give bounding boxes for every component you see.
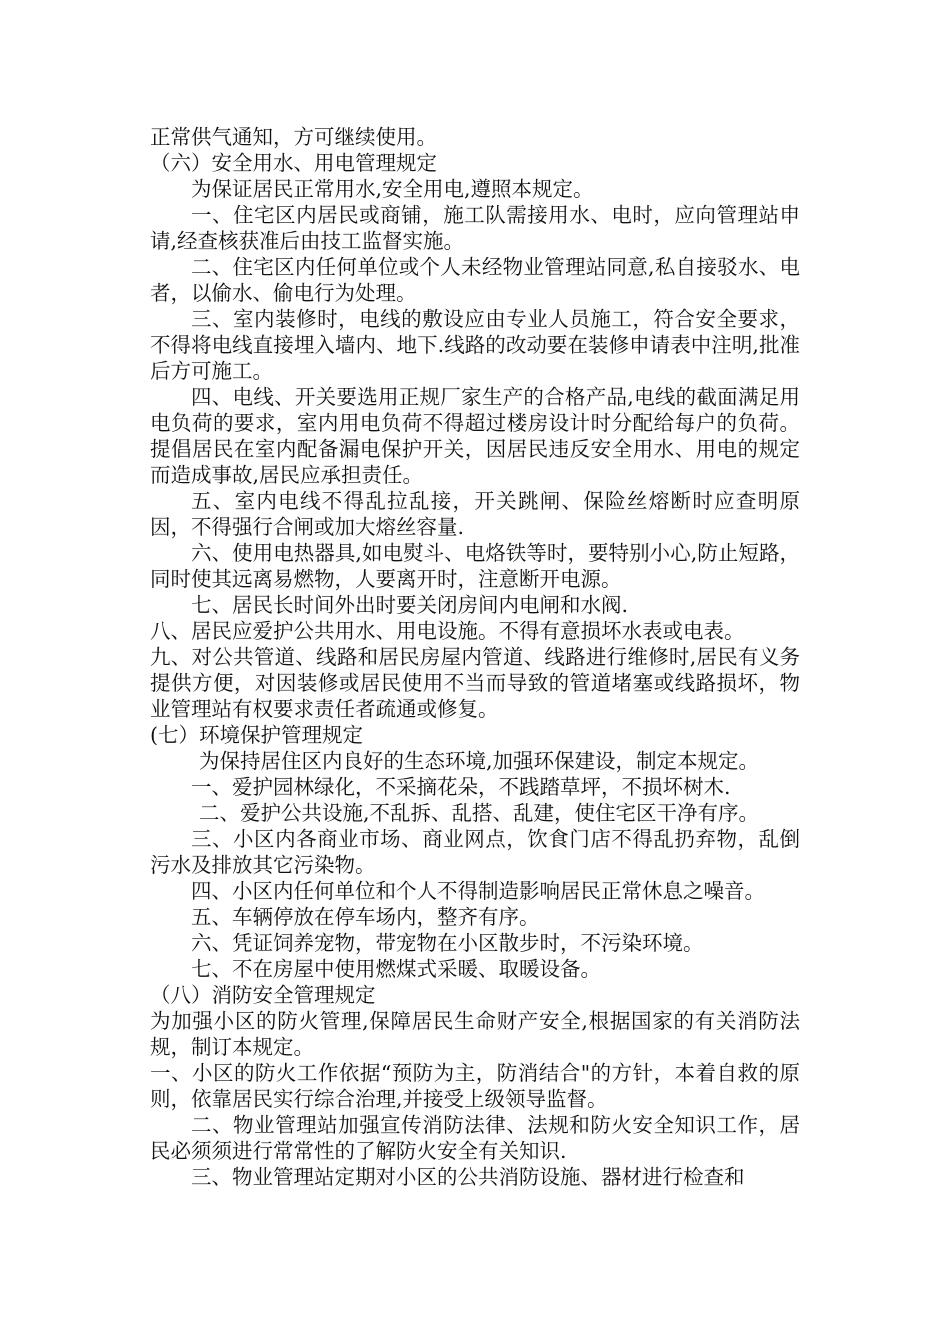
- section-6-item-1: 一、住宅区内居民或商铺，施工队需接用水、电时，应向管理站申请,经查核获准后由技工监督实施。: [150, 203, 800, 253]
- section-heading-6: （六）安全用水、用电管理规定: [150, 151, 437, 175]
- section-6-item-9: 九、对公共管道、线路和居民房屋内管道、线路进行维修时,居民有义务提供方便，对因装修或居民使用不当而导致的管道堵塞或线路损坏，物业管理站有权要求责任者疏通或修复。: [150, 645, 800, 721]
- section-8-intro: 为加强小区的防火管理,保障居民生命财产安全,根据国家的有关消防法规，制订本规定。: [150, 1009, 800, 1059]
- section-6-item-4: 四、电线、开关要选用正规厂家生产的合格产品,电线的截面满足用电负荷的要求，室内用电负荷不得超过楼房设计时分配给每户的负荷。提倡居民在室内配备漏电保护开关，因居民违反安全用水、用电的规定而造成事故,居民应承担责任。: [150, 385, 800, 487]
- section-7-item-4: 四、小区内任何单位和个人不得制造影响居民正常休息之噪音。: [191, 879, 765, 903]
- section-8-item-2: 二、物业管理站加强宣传消防法律、法规和防火安全知识工作，居民必须须进行常常性的了解防火安全有关知识.: [150, 1113, 800, 1163]
- section-7-intro: 为保持居住区内良好的生态环境,加强环保建设，制定本规定。: [199, 749, 760, 773]
- section-7-item-7: 七、不在房屋中使用燃煤式采暖、取暖设备。: [191, 957, 601, 981]
- section-8-item-1: 一、小区的防火工作依据“预防为主，防消结合"的方针，本着自救的原则，依靠居民实行综合治理,并接受上级领导监督。: [150, 1061, 800, 1111]
- section-6-item-5: 五、室内电线不得乱拉乱接，开关跳闸、保险丝熔断时应查明原因，不得强行合闸或加大熔丝容量.: [150, 489, 800, 539]
- section-6-item-8: 八、居民应爱护公共用水、用电设施。不得有意损坏水表或电表。: [150, 619, 745, 643]
- document-body: [150, 124, 800, 1190]
- section-heading-8: （八）消防安全管理规定: [150, 983, 376, 1007]
- section-8-item-3: 三、物业管理站定期对小区的公共消防设施、器材进行检查和: [191, 1165, 745, 1189]
- section-7-item-3: 三、小区内各商业市场、商业网点，饮食门店不得乱扔弃物，乱倒污水及排放其它污染物。: [150, 827, 800, 877]
- section-6-item-7: 七、居民长时间外出时要关闭房间内电闸和水阀.: [191, 593, 629, 617]
- section-6-item-2: 二、住宅区内任何单位或个人未经物业管理站同意,私自接驳水、电者，以偷水、偷电行为处理。: [150, 255, 800, 305]
- section-7-item-6: 六、凭证饲养宠物，带宠物在小区散步时，不污染环境。: [191, 931, 704, 955]
- section-7-item-1: 一、爱护园林绿化，不采摘花朵，不践踏草坪，不损坏树木.: [191, 775, 731, 799]
- section-7-item-2: 二、爱护公共设施,不乱拆、乱搭、乱建，使住宅区干净有序。: [199, 801, 760, 825]
- section-6-intro: 为保证居民正常用水,安全用电,遵照本规定。: [191, 177, 594, 201]
- section-heading-7: (七）环境保护管理规定: [150, 723, 363, 747]
- section-7-item-5: 五、车辆停放在停车场内，整齐有序。: [191, 905, 540, 929]
- section-6-item-6: 六、使用电热器具,如电熨斗、电烙铁等时，要特别小心,防止短路，同时使其远离易燃物，人要离开时，注意断开电源。: [150, 541, 800, 591]
- paragraph-continuation: 正常供气通知，方可继续使用。: [150, 125, 437, 149]
- section-6-item-3: 三、室内装修时，电线的敷设应由专业人员施工，符合安全要求，不得将电线直接埋入墙内、地下.线路的改动要在装修申请表中注明,批准后方可施工。: [150, 307, 800, 383]
